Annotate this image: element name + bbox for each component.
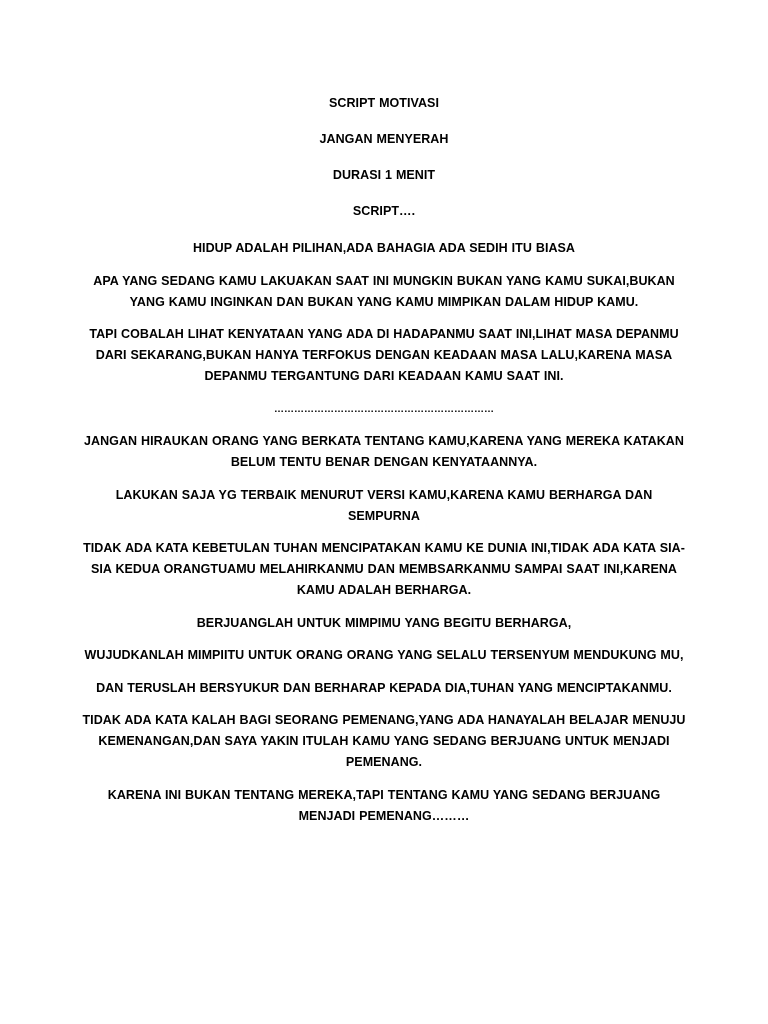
paragraph-10: TIDAK ADA KATA KALAH BAGI SEORANG PEMENANG,YANG ADA HANAYALAH BELAJAR MENUJU KEMENANGAN,DAN SAYA YAKIN ITULAH KAMU YANG SEDANG BERJUANG UNTUK MENJADI PEMENANG.	[82, 713, 686, 769]
dotted-separator: …………………………………………………………	[274, 403, 494, 415]
paragraph-1: HIDUP ADALAH PILIHAN,ADA BAHAGIA ADA SEDIH ITU BIASA	[192, 241, 576, 255]
document-duration: DURASI 1 MENIT	[332, 168, 436, 182]
paragraph-8: WUJUDKANLAH MIMPIITU UNTUK ORANG ORANG YANG SELALU TERSENYUM MENDUKUNG MU,	[84, 648, 684, 662]
paragraph-7: BERJUANGLAH UNTUK MIMPIMU YANG BEGITU BERHARGA,	[196, 615, 572, 630]
paragraph-9: DAN TERUSLAH BERSYUKUR DAN BERHARAP KEPADA DIA,TUHAN YANG MENCIPTAKANMU.	[96, 680, 672, 695]
paragraph-3: TAPI COBALAH LIHAT KENYATAAN YANG ADA DI HADAPANMU SAAT INI,LIHAT MASA DEPANMU DARI SEKARANG,BUKAN HANYA TERFOKUS DENGAN KEADAAN MASA LALU,KARENA MASA DEPANMU TERGANTUNG DARI KEADAAN KAMU SAAT INI.	[89, 327, 679, 383]
paragraph-4: JANGAN HIRAUKAN ORANG YANG BERKATA TENTANG KAMU,KARENA YANG MEREKA KATAKAN BELUM TENTU BENAR DENGAN KENYATAANNYA.	[84, 434, 684, 469]
script-label: SCRIPT….	[352, 204, 416, 218]
document-page	[80, 93, 688, 838]
paragraph-6: TIDAK ADA KATA KEBETULAN TUHAN MENCIPATAKAN KAMU KE DUNIA INI,TIDAK ADA KATA SIA-SIA KEDUA ORANGTUAMU MELAHIRKANMU DAN MEMBSARKANMU SAMPAI SAAT INI,KARENA KAMU ADALAH BERHARGA.	[83, 541, 685, 597]
paragraph-11: KARENA INI BUKAN TENTANG MEREKA,TAPI TENTANG KAMU YANG SEDANG BERJUANG MENJADI PEMENANG………	[107, 787, 661, 823]
paragraph-5: LAKUKAN SAJA YG TERBAIK MENURUT VERSI KAMU,KARENA KAMU BERHARGA DAN SEMPURNA	[115, 487, 653, 523]
document-subtitle: JANGAN MENYERAH	[319, 132, 449, 146]
document-title: SCRIPT MOTIVASI	[329, 96, 439, 110]
paragraph-2: APA YANG SEDANG KAMU LAKUAKAN SAAT INI MUNGKIN BUKAN YANG KAMU SUKAI,BUKAN YANG KAMU INGINKAN DAN BUKAN YANG KAMU MIMPIKAN DALAM HIDUP KAMU.	[93, 273, 675, 309]
